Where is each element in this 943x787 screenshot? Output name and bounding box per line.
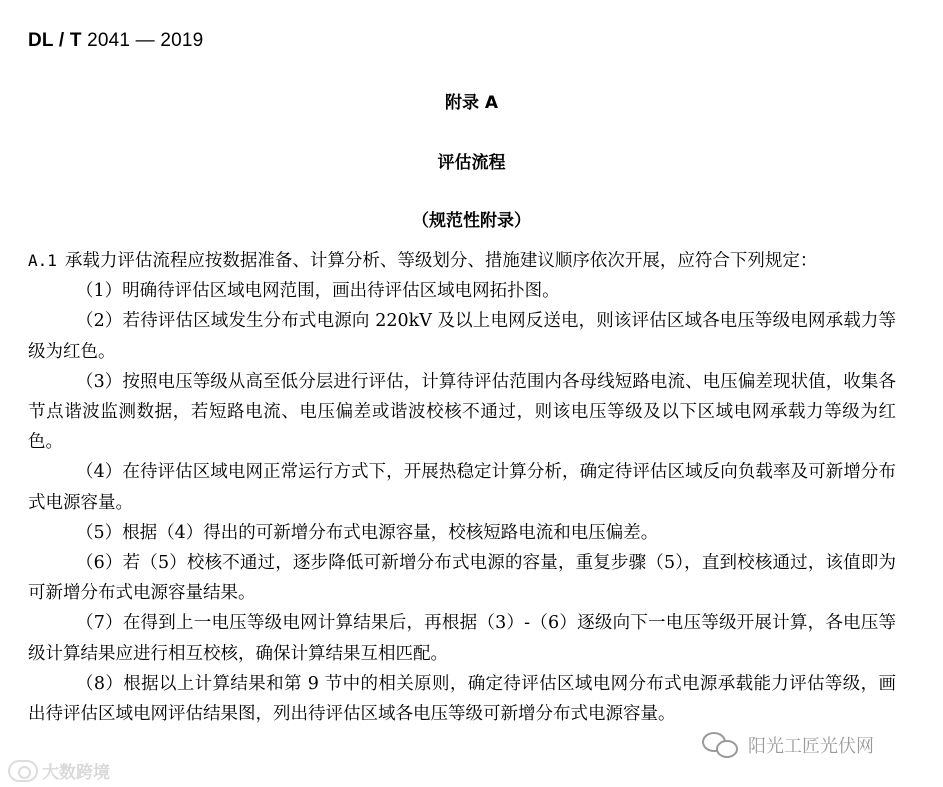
watermark-left-text: 大数跨境 — [42, 763, 110, 783]
watermark-right — [702, 730, 874, 760]
step-8: （8）根据以上计算结果和第 9 节中的相关原则，确定待评估区域电网分布式电源承载能力评估等级，画出待评估区域电网评估结果图，列出待评估区域各电压等级可新增分布式电源容量。 — [28, 673, 896, 725]
step-3: （3）按照电压等级从高至低分层进行评估，计算待评估范围内各母线短路电流、电压偏差现状值，收集各节点谐波监测数据，若短路电流、电压偏差或谐波校核不通过，则该电压等级及以下区域电网承载力等级为红色。 — [28, 371, 896, 453]
appendix-title: 附录 A — [444, 93, 499, 113]
clause-text: 承载力评估流程应按数据准备、计算分析、等级划分、措施建议顺序依次开展，应符合下列规定： — [64, 251, 818, 271]
clause-number: A.1 — [28, 251, 57, 270]
wechat-icon — [702, 730, 740, 760]
document-body — [28, 246, 896, 729]
step-2: （2）若待评估区域发生分布式电源向 220kV 及以上电网反送电，则该评估区域各电压等级电网承载力等级为红色。 — [28, 311, 896, 362]
standard-number: 2041 — 2019 — [87, 30, 204, 51]
standard-prefix: DL / T — [28, 30, 82, 51]
step-4: （4）在待评估区域电网正常运行方式下，开展热稳定计算分析，确定待评估区域反向负载率及可新增分布式电源容量。 — [28, 462, 896, 513]
appendix-nature: （规范性附录） — [412, 211, 531, 231]
step-1: （1）明确待评估区域电网范围，画出待评估区域电网拓扑图。 — [76, 281, 560, 302]
clause-paragraph — [28, 246, 896, 276]
step-5: （5）根据（4）得出的可新增分布式电源容量，校核短路电流和电压偏差。 — [76, 522, 659, 543]
watermark-left — [8, 758, 110, 783]
section-title: 评估流程 — [437, 153, 506, 173]
step-7: （7）在得到上一电压等级电网计算结果后，再根据（3）-（6）逐级向下一电压等级开展计算，各电压等级计算结果应进行相互校核，确保计算结果互相匹配。 — [28, 613, 896, 664]
step-6: （6）若（5）校核不通过，逐步降低可新增分布式电源的容量，重复步骤（5），直到校核通过，该值即为可新增分布式电源容量结果。 — [28, 553, 896, 604]
watermark-right-text: 阳光工匠光伏网 — [748, 736, 874, 757]
brand-logo-icon — [8, 760, 38, 782]
standard-code — [28, 30, 203, 52]
